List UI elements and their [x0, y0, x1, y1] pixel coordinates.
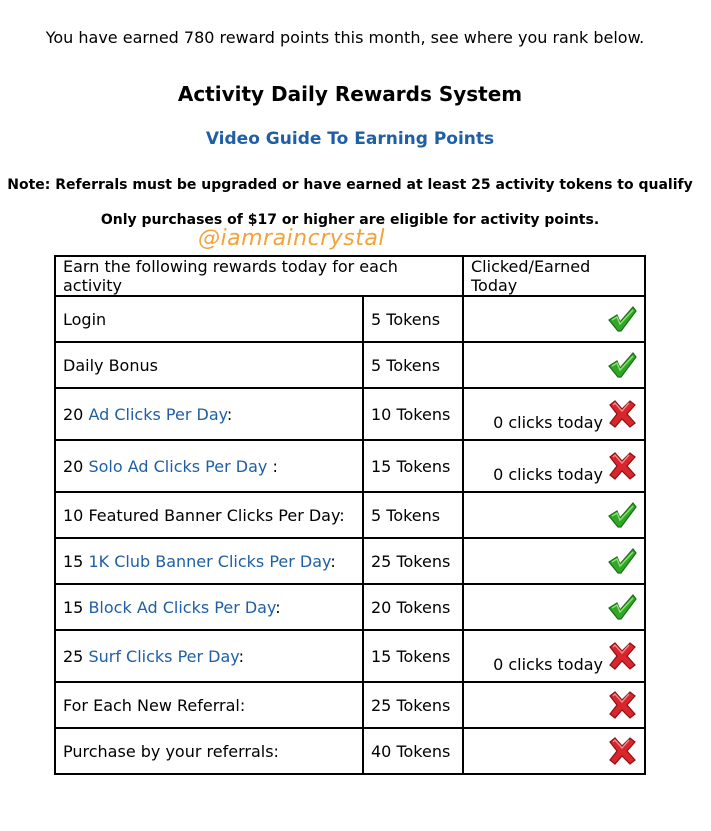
page-title: Activity Daily Rewards System: [177, 82, 523, 106]
table-row: [55, 492, 645, 538]
tokens-cell: 5 Tokens: [363, 492, 463, 538]
table-row: [55, 342, 645, 388]
rewards-table: [54, 255, 646, 775]
activity-prefix: For Each New Referral:: [63, 695, 246, 715]
checkmark-icon: [607, 305, 637, 333]
activity-prefix: Purchase by your referrals:: [63, 741, 279, 761]
status-cell: [463, 342, 645, 388]
tokens-cell: 40 Tokens: [363, 728, 463, 774]
tokens-cell: 5 Tokens: [363, 342, 463, 388]
intro-text: You have earned 780 reward points this month, see where you rank below.: [45, 28, 645, 47]
table-header-row: [55, 256, 645, 296]
activity-suffix: :: [226, 404, 233, 424]
activity-cell: [55, 492, 363, 538]
status-cell: [463, 492, 645, 538]
activity-link[interactable]: 1K Club Banner Clicks Per Day: [88, 551, 331, 571]
status-cell: [463, 584, 645, 630]
header-status: Clicked/Earned Today: [463, 256, 645, 296]
tokens-cell: 5 Tokens: [363, 296, 463, 342]
activity-prefix: 20: [63, 404, 89, 424]
table-row: [55, 538, 645, 584]
table-body: [55, 296, 645, 774]
purchase-note: Only purchases of $17 or higher are eligible for activity points.: [100, 212, 600, 228]
activity-link[interactable]: Solo Ad Clicks Per Day: [88, 456, 268, 476]
activity-prefix: Login: [63, 309, 107, 329]
table-row: [55, 296, 645, 342]
status-cell: [463, 296, 645, 342]
table-row: [55, 630, 645, 682]
activity-cell: [55, 584, 363, 630]
tokens-cell: 10 Tokens: [363, 388, 463, 440]
status-cell: [463, 630, 645, 682]
status-cell: [463, 538, 645, 584]
activity-cell: [55, 440, 363, 492]
activity-suffix: :: [330, 551, 336, 571]
activity-cell: [55, 538, 363, 584]
activity-cell: [55, 388, 363, 440]
cross-icon: [607, 400, 637, 428]
checkmark-icon: [607, 501, 637, 529]
activity-link[interactable]: Ad Clicks Per Day: [88, 404, 227, 424]
clicks-today: 0 clicks today: [493, 464, 603, 484]
clicks-today: 0 clicks today: [493, 412, 603, 432]
activity-cell: [55, 342, 363, 388]
table-row: [55, 682, 645, 728]
activity-prefix: 20: [63, 456, 89, 476]
activity-cell: [55, 682, 363, 728]
referral-note: Note: Referrals must be upgraded or have earned at least 25 activity tokens to qualify: [7, 177, 693, 193]
activity-prefix: 15: [63, 551, 89, 571]
video-guide-link-label: Video Guide To Earning Points: [205, 129, 495, 149]
tokens-cell: 25 Tokens: [363, 682, 463, 728]
status-cell: [463, 682, 645, 728]
activity-cell: [55, 728, 363, 774]
activity-prefix: 25: [63, 646, 89, 666]
table-row: [55, 440, 645, 492]
cross-icon: [607, 642, 637, 670]
video-guide-link[interactable]: [0, 129, 700, 149]
tokens-cell: 15 Tokens: [363, 440, 463, 492]
clicks-today: 0 clicks today: [493, 654, 603, 674]
checkmark-icon: [607, 593, 637, 621]
checkmark-icon: [607, 351, 637, 379]
activity-link[interactable]: Block Ad Clicks Per Day: [88, 597, 276, 617]
activity-cell: [55, 630, 363, 682]
cross-icon: [607, 452, 637, 480]
activity-prefix: 10 Featured Banner Clicks Per Day:: [63, 505, 345, 525]
tokens-cell: 25 Tokens: [363, 538, 463, 584]
activity-prefix: Daily Bonus: [63, 355, 158, 375]
checkmark-icon: [607, 547, 637, 575]
status-cell: [463, 388, 645, 440]
status-cell: [463, 440, 645, 492]
tokens-cell: 15 Tokens: [363, 630, 463, 682]
table-row: [55, 728, 645, 774]
activity-suffix: :: [275, 597, 281, 617]
activity-prefix: 15: [63, 597, 89, 617]
cross-icon: [607, 737, 637, 765]
activity-link[interactable]: Surf Clicks Per Day: [88, 646, 239, 666]
activity-suffix: :: [238, 646, 244, 666]
activity-cell: [55, 296, 363, 342]
status-cell: [463, 728, 645, 774]
table-row: [55, 388, 645, 440]
table-row: [55, 584, 645, 630]
header-activity: Earn the following rewards today for each activity: [55, 256, 463, 296]
cross-icon: [607, 691, 637, 719]
activity-suffix: :: [267, 456, 278, 476]
tokens-cell: 20 Tokens: [363, 584, 463, 630]
watermark: @iamraincrystal: [198, 226, 385, 251]
